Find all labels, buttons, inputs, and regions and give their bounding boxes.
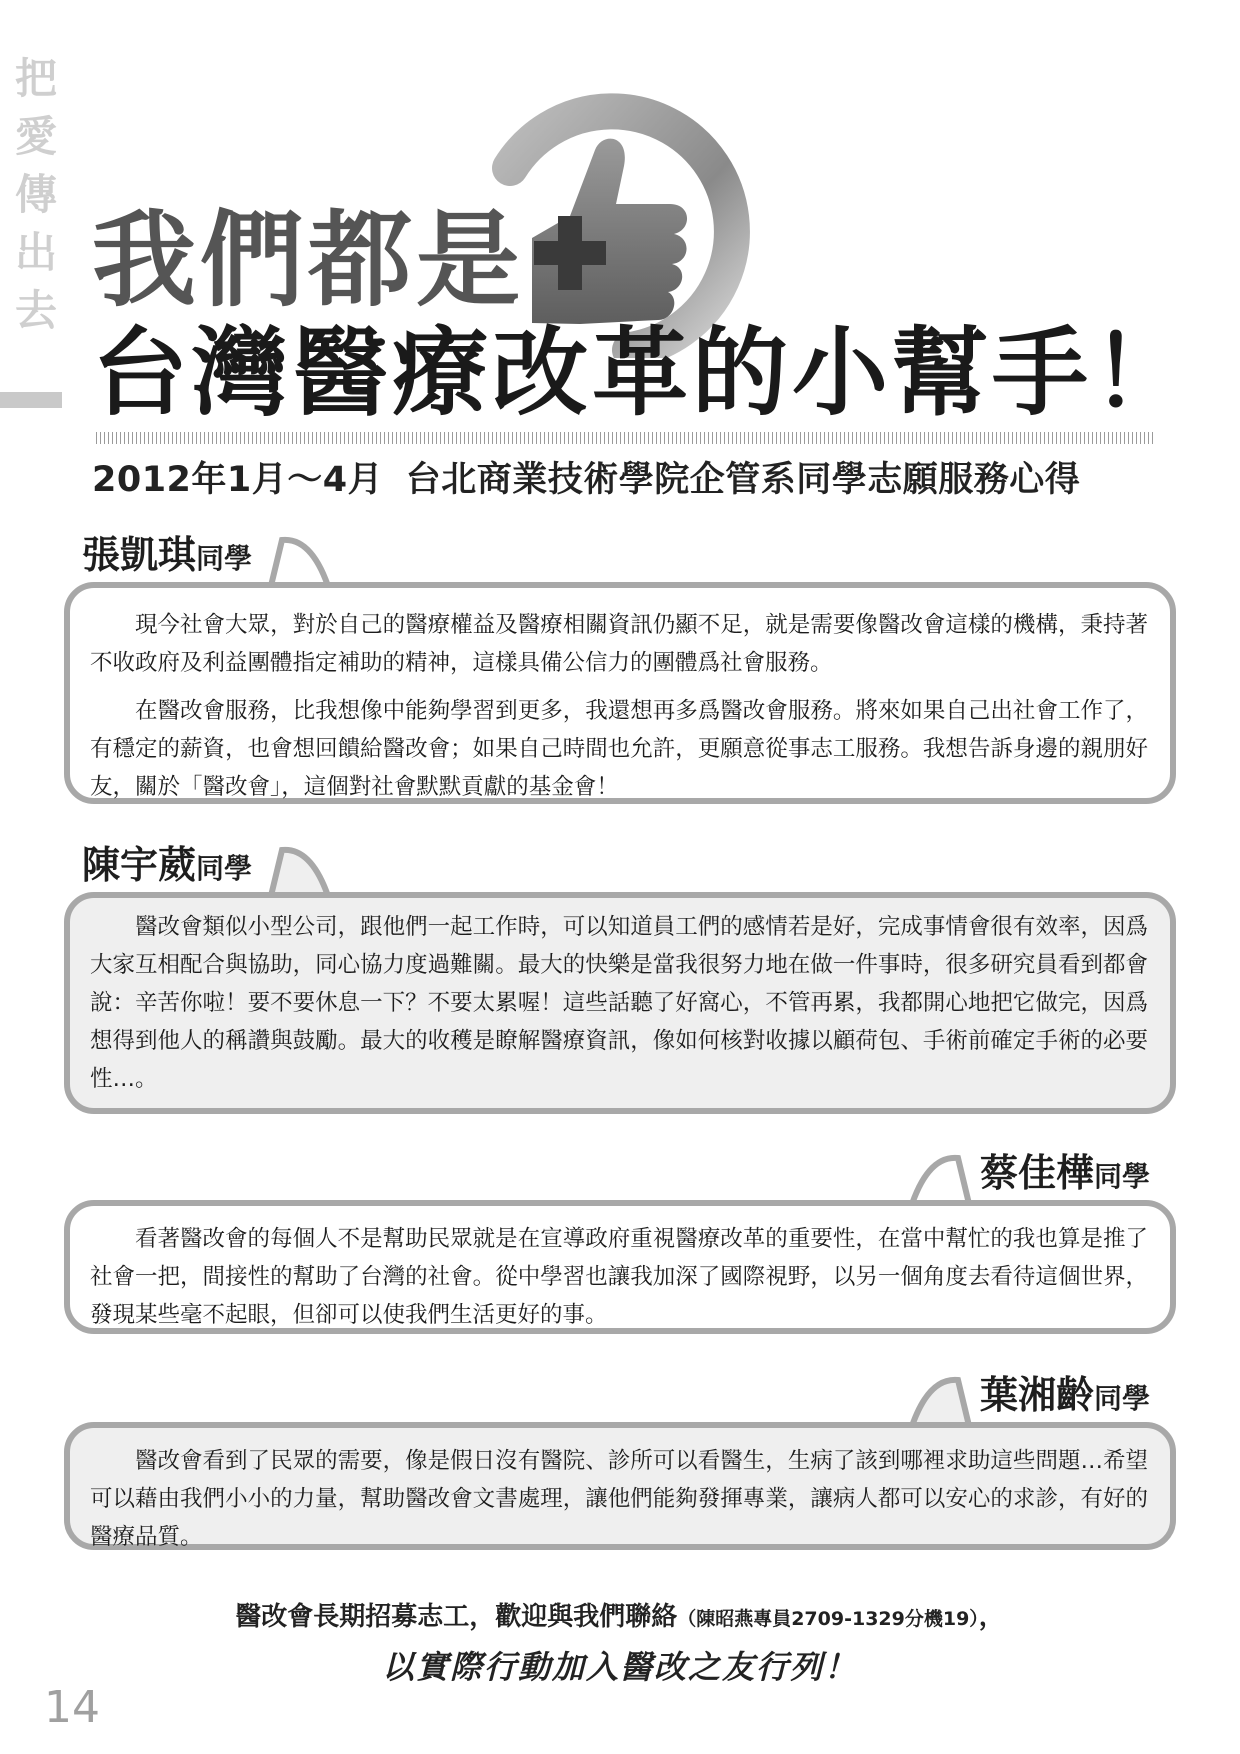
student-suffix: 同學	[1094, 1160, 1151, 1193]
student-name	[82, 524, 252, 579]
student-suffix: 同學	[196, 852, 253, 885]
side-label	[6, 50, 66, 340]
student-suffix: 同學	[1094, 1382, 1151, 1415]
testimonial-paragraph: 現今社會大眾，對於自己的醫療權益及醫療相關資訊仍顯不足，就是需要像醫改會這樣的機構，秉持著不收政府及利益團體指定補助的精神，這樣具備公信力的團體爲社會服務。	[90, 612, 1148, 676]
student-suffix: 同學	[196, 542, 253, 575]
student-name	[980, 1364, 1150, 1419]
student-name-text: 張凱琪	[82, 533, 197, 577]
student-name	[82, 834, 252, 889]
footer-recruit-main: 醫改會長期招募志工，歡迎與我們聯絡	[235, 1602, 678, 1632]
side-label-char: 去	[14, 286, 57, 335]
student-name-text: 蔡佳樺	[980, 1151, 1095, 1195]
side-bar	[0, 392, 62, 408]
footer-recruit-end: ，	[978, 1602, 1005, 1632]
testimonial-bubble	[64, 1200, 1176, 1334]
student-name-text: 葉湘齡	[980, 1373, 1095, 1417]
testimonial-paragraph: 在醫改會服務，比我想像中能夠學習到更多，我還想再多爲醫改會服務。將來如果自己出社會工作了，有穩定的薪資，也會想回饋給醫改會；如果自己時間也允許，更願意從事志工服務。我想告訴身邊的親朋好友，關於「醫改會」，這個對社會默默貢獻的基金會！	[90, 698, 1148, 800]
headline-line1: 我們都是	[92, 198, 525, 321]
hatch-divider	[96, 432, 1154, 444]
side-label-char: 把	[14, 54, 57, 103]
subtitle: 2012年1月～4月 台北商業技術學院企管系同學志願服務心得	[92, 460, 1081, 500]
testimonial-bubble	[64, 892, 1176, 1114]
student-name	[980, 1142, 1150, 1197]
testimonial-bubble	[64, 582, 1176, 804]
page-number: 14	[44, 1682, 100, 1733]
student-name-text: 陳宇葳	[82, 843, 197, 887]
side-label-char: 傳	[14, 170, 57, 219]
testimonial-bubble	[64, 1422, 1176, 1550]
testimonial-paragraph: 醫改會看到了民眾的需要，像是假日沒有醫院、診所可以看醫生，生病了該到哪裡求助這些問題…希望可以藉由我們小小的力量，幫助醫改會文書處理，讓他們能夠發揮專業，讓病人都可以安心的求診，有好的醫療品質。	[90, 1448, 1148, 1550]
testimonial-paragraph: 醫改會類似小型公司，跟他們一起工作時，可以知道員工們的感情若是好，完成事情會很有效率，因爲大家互相配合與協助，同心協力度過難關。最大的快樂是當我很努力地在做一件事時，很多研究員看到都會說：辛苦你啦！要不要休息一下？不要太累喔！這些話聽了好窩心，不管再累，我都開心地把它做完，因爲想得到他人的稱讚與鼓勵。最大的收穫是瞭解醫療資訊，像如何核對收據以顧荷包、手術前確定手術的必要性…。	[90, 914, 1148, 1092]
headline-line2: 台灣醫療改革的小幫手！	[92, 316, 1192, 429]
side-label-char: 出	[14, 228, 57, 277]
footer-recruit	[0, 1596, 1240, 1633]
side-label-char: 愛	[14, 112, 57, 161]
testimonial-paragraph: 看著醫改會的每個人不是幫助民眾就是在宣導政府重視醫療改革的重要性，在當中幫忙的我也算是推了社會一把，間接性的幫助了台灣的社會。從中學習也讓我加深了國際視野，以另一個角度去看待這個世界，發現某些毫不起眼，但卻可以使我們生活更好的事。	[90, 1226, 1148, 1328]
footer-call-to-action: 以實際行動加入醫改之友行列！	[381, 1648, 858, 1686]
footer-contact: （陳昭燕專員2709-1329分機19）	[677, 1608, 979, 1630]
